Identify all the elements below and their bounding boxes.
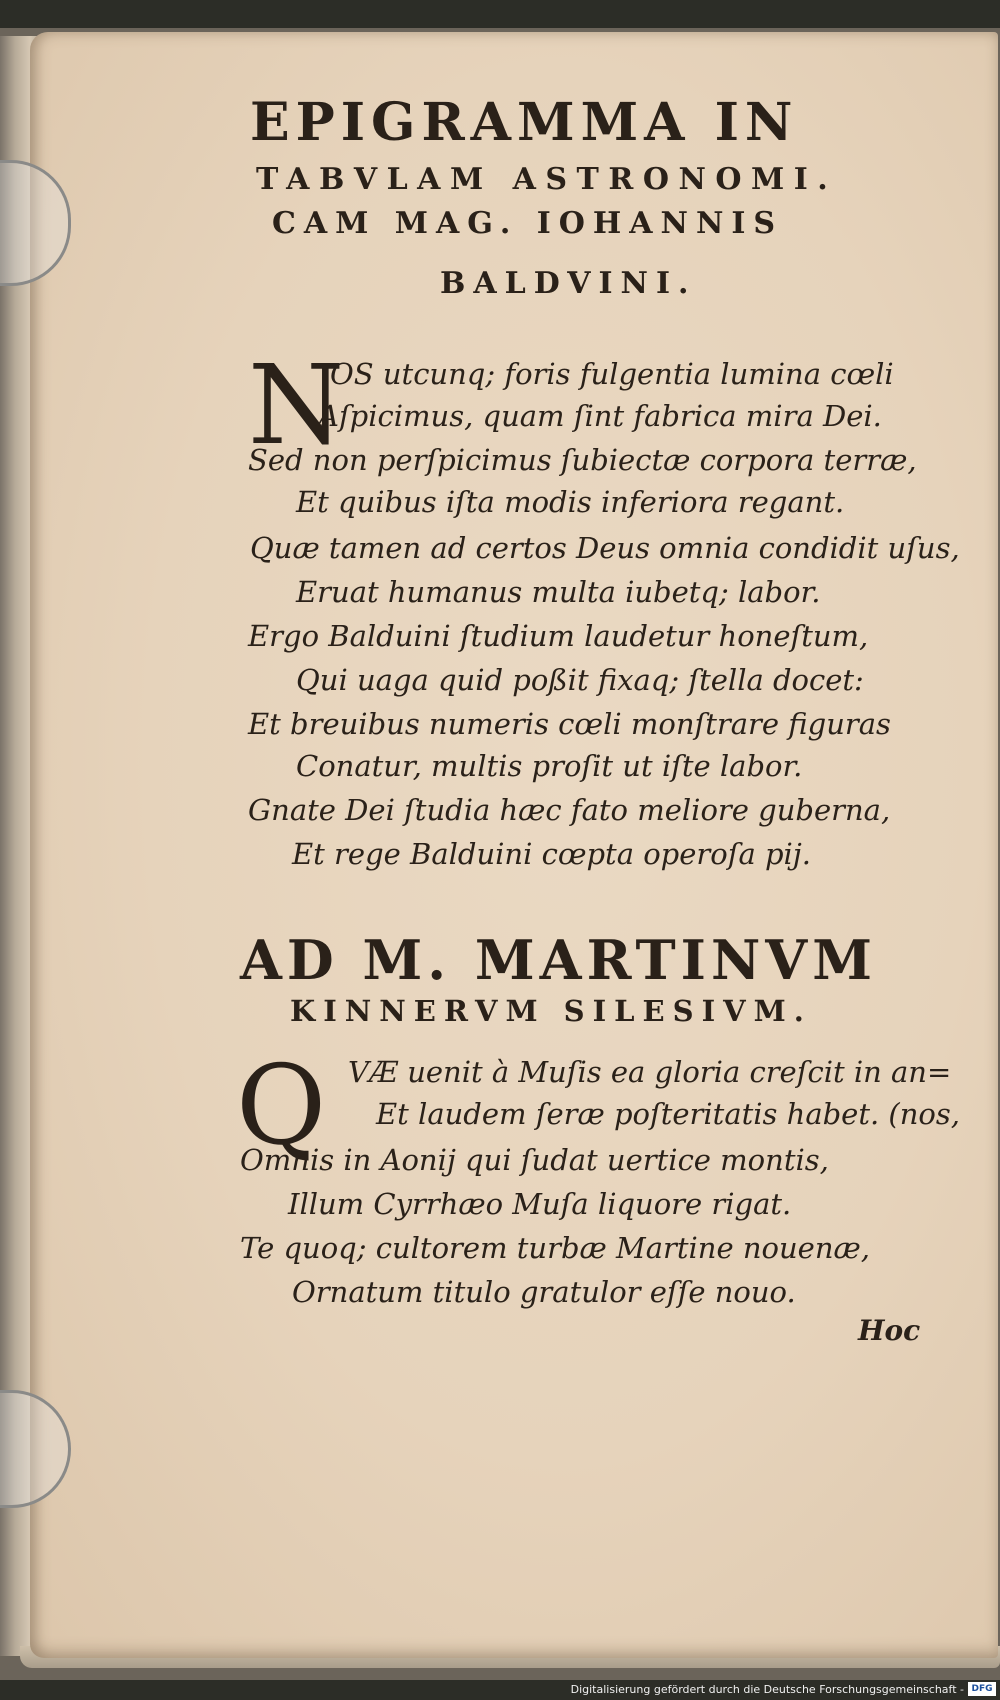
- poem1-line: Gnate Dei ſtudia hæc fato meliore guberna,: [248, 793, 891, 827]
- poem1-line: Aſpicimus, quam ſint fabrica mira Dei.: [318, 399, 882, 433]
- heading2-line1: AD M. MARTINVM: [240, 928, 877, 992]
- poem1-line: Et breuibus numeris cœli monſtrare figuras: [248, 707, 891, 741]
- poem1-line: OS utcunq; foris fulgentia lumina cœli: [330, 357, 894, 391]
- poem1-line: Et rege Balduini cœpta operoſa pij.: [292, 837, 812, 871]
- poem1-line: Qui uaga quid poßit fixaq; ſtella docet:: [296, 663, 864, 697]
- poem1-line: Quæ tamen ad certos Deus omnia condidit uſus,: [250, 531, 960, 565]
- heading2-line2: KINNERVM SILESIVM.: [290, 994, 812, 1028]
- catchword: Hoc: [858, 1314, 921, 1347]
- poem2-line: VÆ uenit à Muſis ea gloria creſcit in an=: [348, 1055, 952, 1089]
- poem2-dropcap: Q: [236, 1041, 327, 1169]
- dfg-logo-icon[interactable]: DFG: [968, 1682, 996, 1696]
- heading1-line2: TABVLAM ASTRONOMI.: [256, 162, 838, 197]
- poem1-line: Et quibus iſta modis inferiora regant.: [296, 485, 845, 519]
- poem1-dropcap: N: [248, 341, 345, 469]
- poem2-line: Illum Cyrrhæo Muſa liquore rigat.: [288, 1187, 792, 1221]
- heading1-line3: CAM MAG. IOHANNIS: [272, 206, 784, 241]
- heading1-line4: BALDVINI.: [440, 266, 697, 301]
- poem2-line: Et laudem ſeræ poſteritatis habet. (nos,: [376, 1097, 960, 1131]
- footer-credit: Digitalisierung gefördert durch die Deutsche Forschungsgemeinschaft -: [570, 1683, 964, 1696]
- poem1-line: Eruat humanus multa iubetq; labor.: [296, 575, 821, 609]
- poem1-line: Sed non perſpicimus ſubiectæ corpora terræ,: [248, 443, 917, 477]
- poem1-line: Conatur, multis proſit ut iſte labor.: [296, 749, 803, 783]
- poem1-line: Ergo Balduini ſtudium laudetur honeſtum,: [248, 619, 869, 653]
- poem2-line: Te quoq; cultorem turbæ Martine nouenæ,: [240, 1231, 870, 1265]
- heading1-line1: EPIGRAMMA IN: [250, 92, 799, 153]
- poem2-line: Ornatum titulo gratulor eſſe nouo.: [292, 1275, 796, 1309]
- poem2-line: Omnis in Aonij qui ſudat uertice montis,: [240, 1143, 829, 1177]
